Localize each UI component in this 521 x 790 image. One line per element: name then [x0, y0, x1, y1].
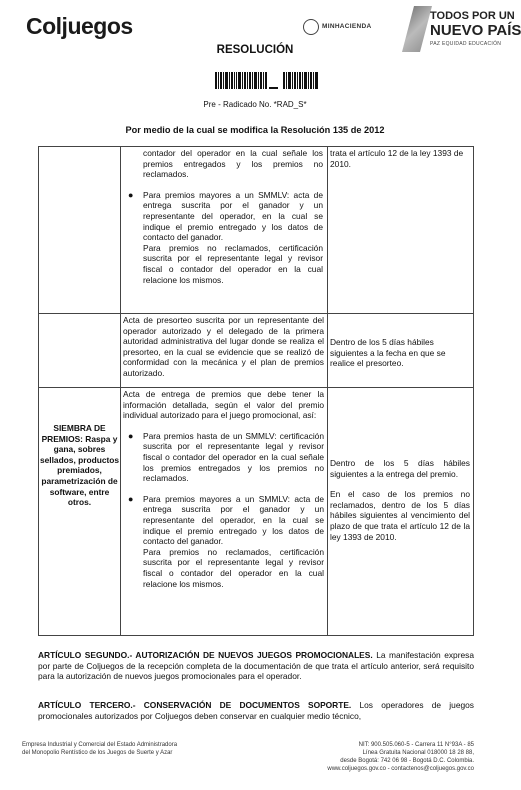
- footer-right-line2: Línea Gratuita Nacional 018000 18 28 88,: [362, 750, 474, 756]
- row3-intro-text: Acta de entrega de premios que debe tener la información detallada, según el valor del premio individual autorizado para el juego promocional, así:: [123, 389, 324, 421]
- table-row-divider: [39, 387, 473, 388]
- row3-no-reclamados-text: Para premios no reclamados, certificación suscrita por el representante legal y revisor fiscal o contador del operador en la cual relacione los mismos.: [143, 546, 324, 589]
- footer-right-line1: NIT: 900.505.060-5 - Carrera 11 N°93A - 85: [358, 742, 474, 748]
- row3-deadline-b: En el caso de los premios no reclamados, dentro de los 5 días hábiles siguientes al vencimiento del plazo de que trata el artículo 12 de la ley 1393 de 2010.: [330, 489, 470, 542]
- colombia-seal-icon: [303, 19, 319, 35]
- barcode-icon: [215, 72, 318, 89]
- document-title: RESOLUCIÓN: [216, 44, 294, 56]
- minhacienda-logo: MINHACIENDA: [322, 23, 372, 30]
- radicado-number: Pre - Radicado No. *RAD_S*: [203, 100, 307, 109]
- footer-right: [327, 741, 474, 773]
- article-segundo-heading: ARTÍCULO SEGUNDO.- AUTORIZACIÓN DE NUEVOS JUEGOS PROMOCIONALES.: [38, 650, 373, 660]
- row1-bullet-text: Para premios mayores a un SMMLV: acta de entrega suscrita por el ganador y un representante del operador, en la cual se indique el premio entregado y los datos de contacto del ganador.: [143, 189, 323, 243]
- table-row1-col2: [123, 148, 323, 285]
- logo-right-line1: TODOS POR UN: [430, 10, 515, 22]
- footer-contact-link[interactable]: www.coljuegos.gov.co - contactenos@coljuegos.gov.co: [327, 766, 474, 772]
- row3-deadline-a: Dentro de los 5 días hábiles siguientes a la entrega del premio.: [330, 458, 470, 479]
- article-segundo-body: La manifestación expresa por parte de Coljuegos de la recepción completa de la documentación de que trata el artículo anterior, será requisito para la autorización de nuevos juegos promocionales para el operador.: [38, 650, 475, 682]
- article-tercero-body: Los operadores de juegos promocionales autorizados por Coljuegos deben conservar en cualquier medio técnico,: [38, 700, 474, 721]
- documents-table: [38, 146, 474, 636]
- table-col-divider: [327, 147, 328, 635]
- article-segundo: [38, 650, 474, 682]
- table-row1-col3: trata el artículo 12 de la ley 1393 de 2010.: [330, 148, 464, 169]
- document-subject: Por medio de la cual se modifica la Resolución 135 de 2012: [125, 125, 385, 135]
- row1-lead-text: contador del operador en la cual señale los premios entregados y los premios no reclamados.: [143, 148, 323, 180]
- row3-bullet1-text: Para premios hasta de un SMMLV: certificación suscrita por el representante legal y revisor fiscal o contador del operador en la cual señale los premios entregados y los premios no reclamados.: [143, 430, 324, 484]
- row3-bullet2-text: Para premios mayores a un SMMLV: acta de entrega suscrita por el ganador y un representante del operador, en la cual se indique el premio entregado y los datos de contacto del ganador.: [143, 493, 324, 547]
- bullet-icon: ●: [128, 189, 134, 200]
- bullet-icon: ●: [128, 493, 134, 504]
- coljuegos-logo-text: Coljuegos: [26, 13, 133, 39]
- table-row3-category: SIEMBRA DE PREMIOS: Raspa y gana, sobres sellados, productos premiados, parametrización de software, entre otros.: [39, 423, 120, 508]
- table-row3-col3: [330, 458, 470, 542]
- logo-right-line3: PAZ EQUIDAD EDUCACIÓN: [430, 41, 502, 47]
- footer-left-line1: Empresa Industrial y Comercial del Estado Administradora: [22, 742, 178, 748]
- article-tercero: [38, 700, 474, 721]
- bullet-icon: ●: [128, 430, 134, 441]
- table-col-divider: [120, 147, 121, 635]
- coljuegos-logo: [26, 13, 133, 40]
- table-row-divider: [39, 313, 473, 314]
- logo-right-line2: NUEVO PAÍS: [430, 22, 521, 39]
- footer-right-line3: desde Bogotá: 742 06 98 - Bogotá D.C. Colombia.: [340, 758, 474, 764]
- article-tercero-heading: ARTÍCULO TERCERO.- CONSERVACIÓN DE DOCUMENTOS SOPORTE.: [38, 700, 352, 710]
- table-row2-col2: Acta de presorteo suscrita por un representante del operador autorizado y el delegado de la primera autoridad administrativa del lugar donde se realiza el presorteo, en la cual se evidencie que se realizó de conformidad con la mecánica y el plan de premios autorizado.: [123, 315, 324, 378]
- table-row2-col3: Dentro de los 5 días hábiles siguientes a la fecha en que se realice el presorteo.: [330, 337, 446, 369]
- table-row3-col2: [123, 389, 324, 589]
- footer-left: [22, 741, 177, 757]
- row1-no-reclamados-text: Para premios no reclamados, certificación suscrita por el representante legal y revisor fiscal o contador del operador en la cual relacione los mismos.: [143, 242, 323, 285]
- footer-left-line2: del Monopolio Rentístico de los Juegos de Suerte y Azar: [22, 750, 173, 756]
